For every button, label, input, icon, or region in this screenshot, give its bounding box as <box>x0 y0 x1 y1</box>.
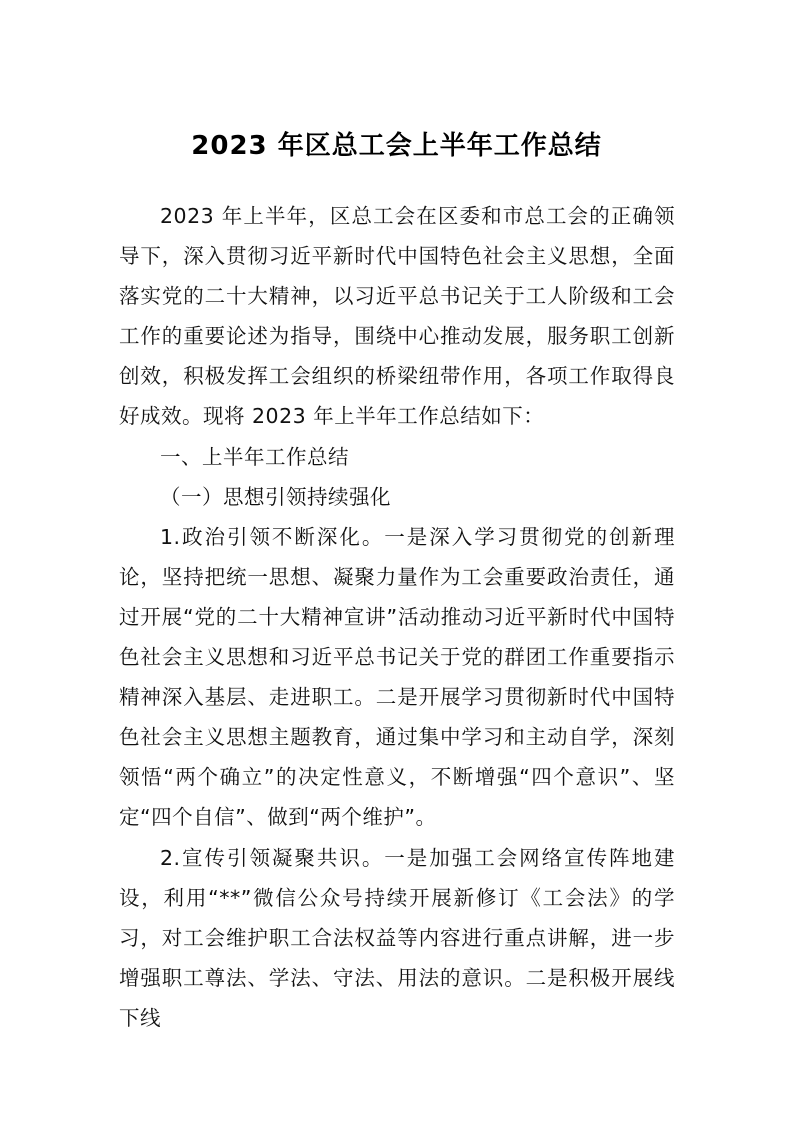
document-body <box>119 196 675 1038</box>
document-title: 2023 年区总工会上半年工作总结 <box>191 131 602 161</box>
subsection-heading-1: （一）思想引领持续强化 <box>160 484 391 509</box>
paragraph-publicity-guidance: 2.宣传引领凝聚共识。一是加强工会网络宣传阵地建设，利用“**”微信公众号持续开展新修订《工会法》的学习，对工会维护职工合法权益等内容进行重点讲解，进一步增强职工尊法、学法、守法、用法的意识。二是积极开展线下线 <box>119 845 675 1030</box>
section-heading-1: 一、上半年工作总结 <box>160 444 349 469</box>
paragraph-political-guidance: 1.政治引领不断深化。一是深入学习贯彻党的创新理论，坚持把统一思想、凝聚力量作为工会重要政治责任，通过开展“党的二十大精神宣讲”活动推动习近平新时代中国特色社会主义思想和习近平总书记关于党的群团工作重要指示精神深入基层、走进职工。二是开展学习贯彻新时代中国特色社会主义思想主题教育，通过集中学习和主动自学，深刻领悟“两个确立”的决定性意义，不断增强“四个意识”、坚定“四个自信”、做到“两个维护”。 <box>119 524 675 830</box>
paragraph-intro: 2023 年上半年，区总工会在区委和市总工会的正确领导下，深入贯彻习近平新时代中国特色社会主义思想，全面落实党的二十大精神，以习近平总书记关于工人阶级和工会工作的重要论述为指导，围绕中心推动发展，服务职工创新创效，积极发挥工会组织的桥梁纽带作用，各项工作取得良好成效。现将 2023 年上半年工作总结如下： <box>119 204 675 429</box>
